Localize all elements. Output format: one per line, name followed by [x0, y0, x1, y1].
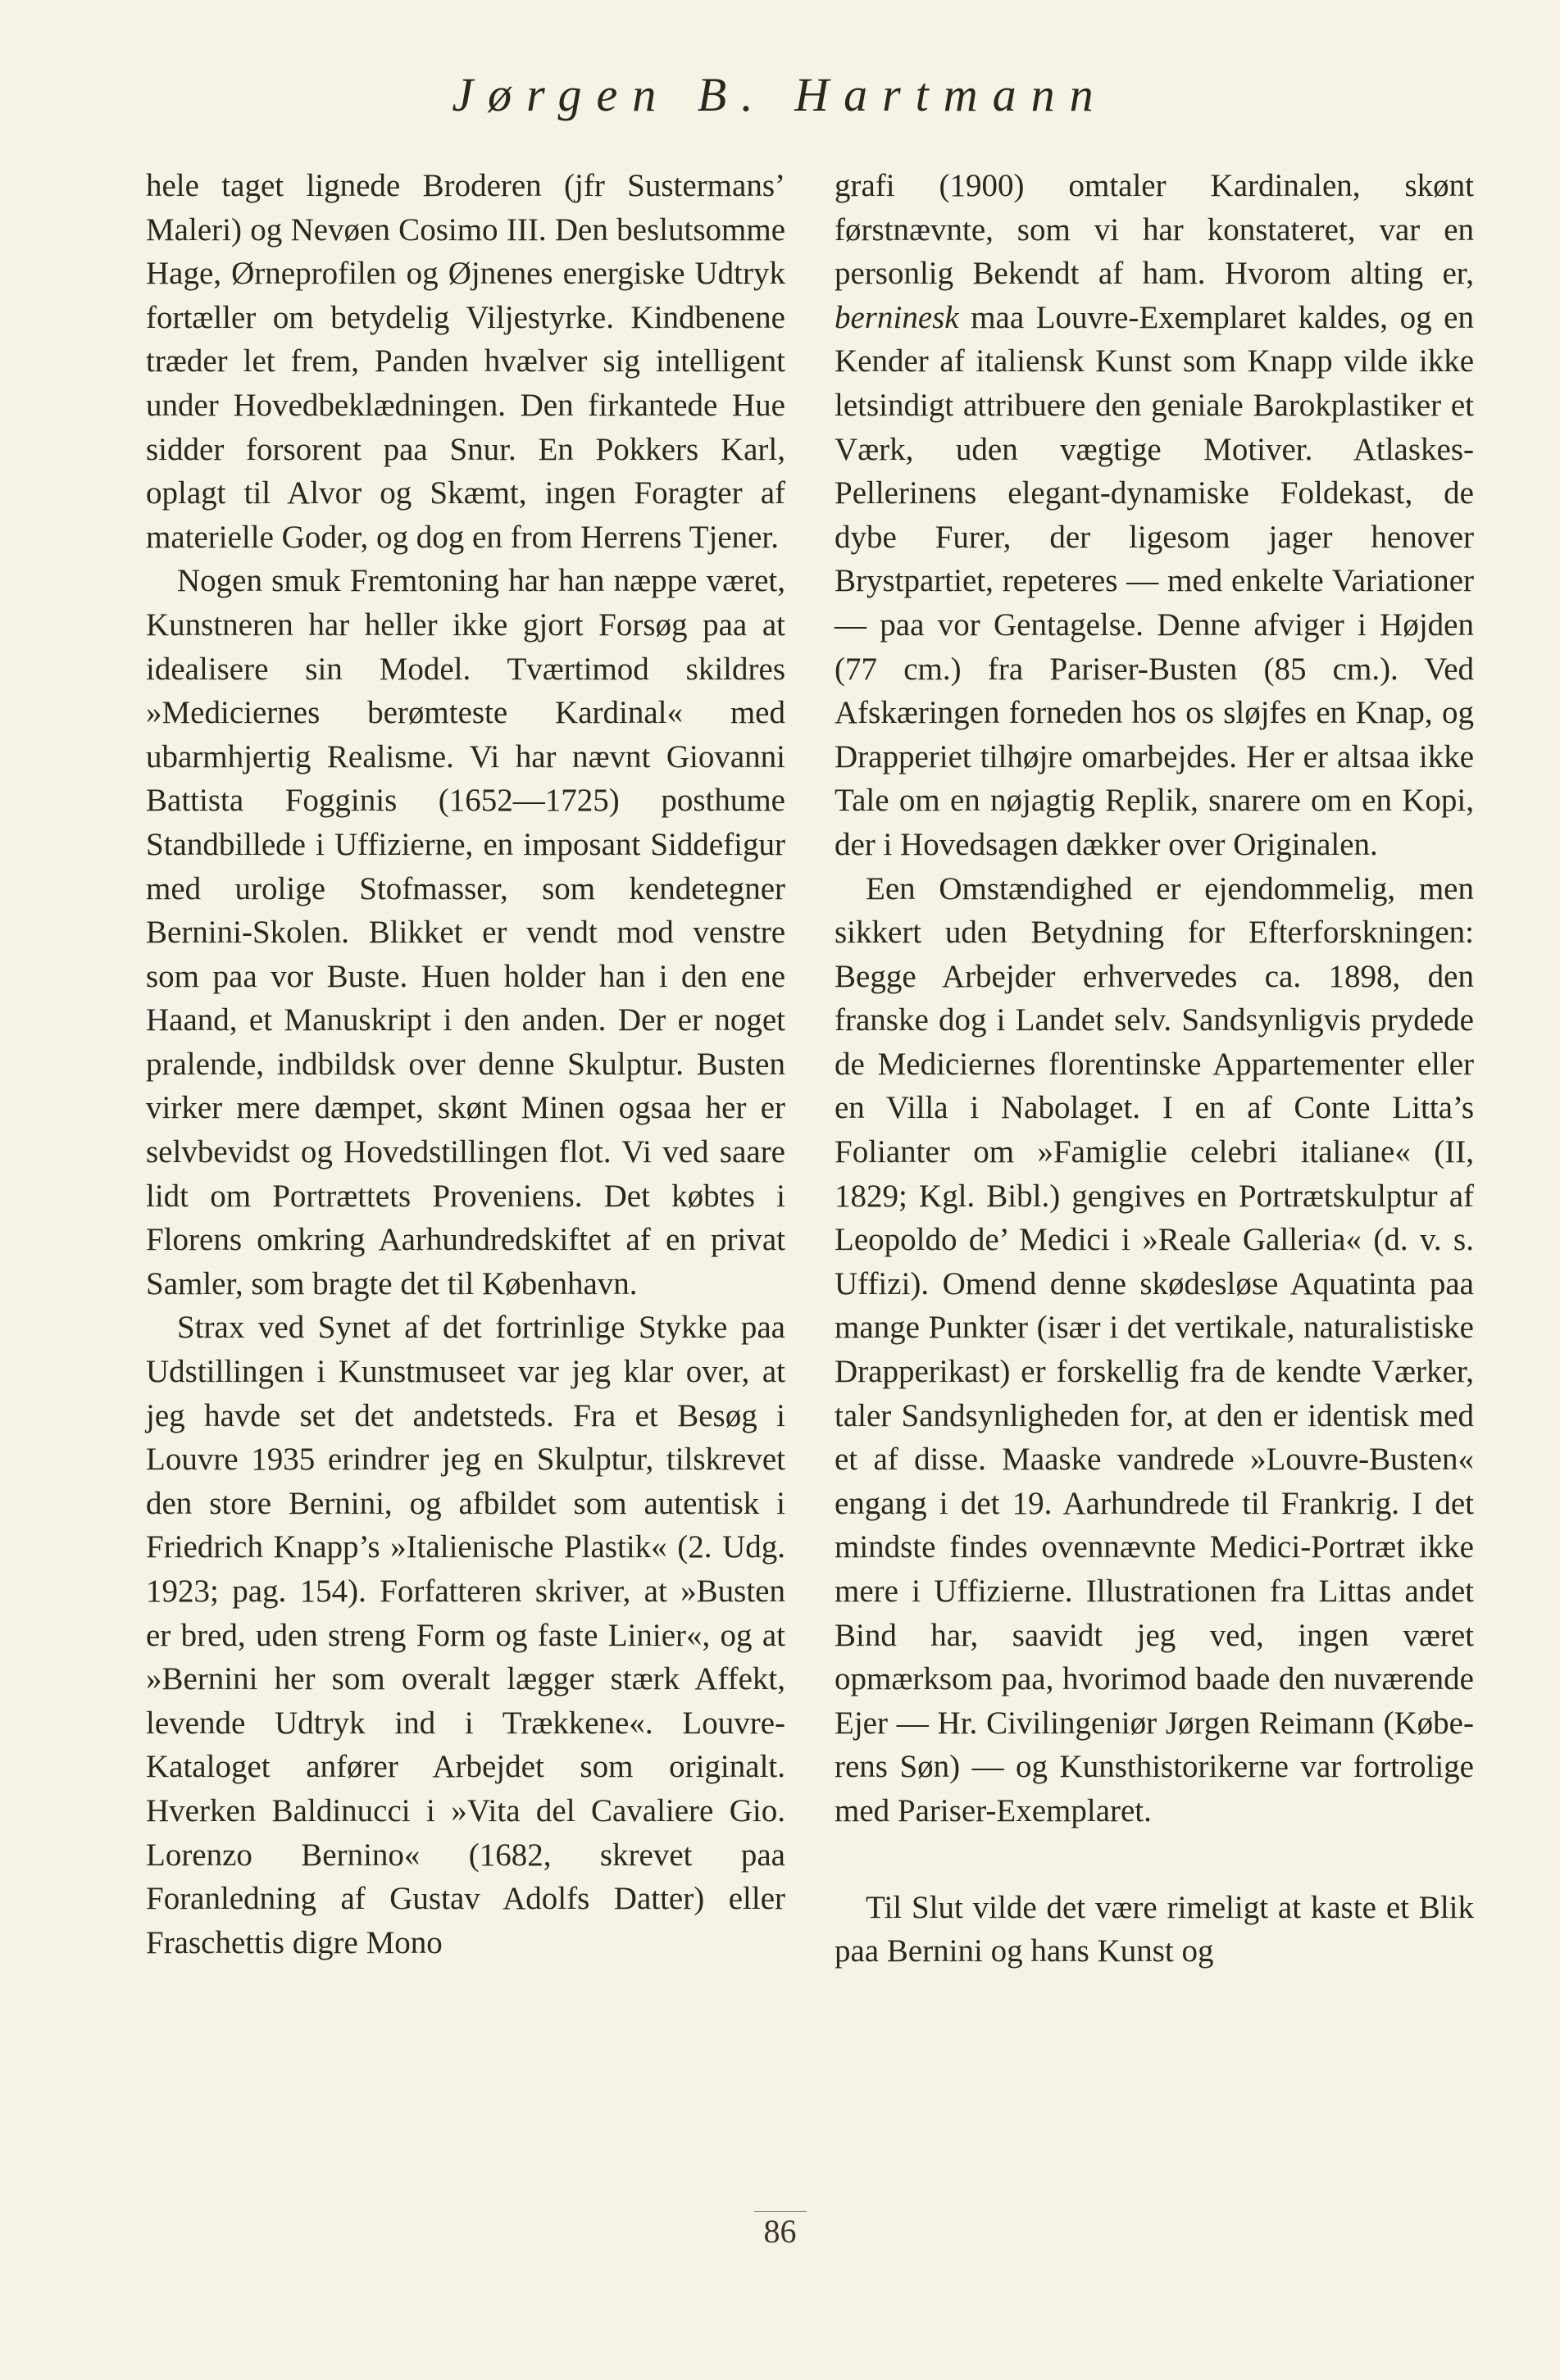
- page-number-label: 86: [754, 2211, 807, 2254]
- paragraph-left-3: Strax ved Synet af det fortrinlige Stykke paa Udstillingen i Kunstmuseet var jeg klar over, at jeg havde set det andetsteds. Fra et Besøg i Louvre 1935 erindrer jeg en Skulptur, tilskrevet den store Bernini, og afbildet som autentisk i Friedrich Knapp’s »Italienische Plastik« (2. Udg. 1923; pag. 154). Forfatteren skriver, at »Busten er bred, uden streng Form og faste Linier«, og at »Bernini her som overalt lægger stærk Affekt, levende Udtryk ind i Trækkene«. Louvre-Kataloget anfører Arbejdet som originalt. Hverken Baldinucci i »Vita del Cavaliere Gio. Lorenzo Bernino« (1682, skrevet paa Foranledning af Gustav Adolfs Datter) eller Fraschettis digre Mono: [146, 1310, 785, 1960]
- running-header: Jørgen B. Hartmann: [452, 68, 1108, 121]
- left-column: [146, 164, 785, 1964]
- page-number: [0, 2211, 1560, 2254]
- paragraph-right-1-text-a: grafi (1900) omtaler Kardinalen, skønt førstnævnte, som vi har konstateret, var en personlig Bekendt af ham. Hvorom alting er,: [835, 168, 1474, 292]
- emphasis-berninesk: berninesk: [835, 299, 959, 335]
- paragraph-right-1: [835, 164, 1474, 867]
- paragraph-right-1-text-b: maa Louvre-Exemplaret kaldes, og en Kender af italiensk Kunst som Knapp vilde ikke letsindigt attribuere den geniale Barokplastiker et Værk, uden vægtige Motiver. Atlaskes-Pellerinens elegant-dynamiske Foldekast, de dybe Furer, der ligesom jager henover Brystpartiet, repeteres — med enkelte Variationer — paa vor Gentagelse. Denne afviger i Højden (77 cm.) fra Pariser-Busten (85 cm.). Ved Afskæringen forneden hos os sløjfes en Knap, og Drapperiet tilhøjre omarbejdes. Her er altsaa ikke Tale om en nøjagtig Replik, snarere om en Kopi, der i Hovedsagen dækker over Originalen.: [835, 299, 1474, 862]
- right-column: [835, 164, 1474, 1973]
- paragraph-left-2: Nogen smuk Fremtoning har han næppe været, Kunstneren har heller ikke gjort Forsøg paa at idealisere sin Model. Tværtimod skildres »Mediciernes berømteste Kardinal« med ubarmhjertig Realisme. Vi har nævnt Giovanni Battista Fogginis (1652—1725) posthume Standbillede i Uffizierne, en imposant Siddefigur med urolige Stofmasser, som kendetegner Bernini-Skolen. Blikket er vendt mod venstre som paa vor Buste. Huen holder han i den ene Haand, et Manuskript i den anden. Der er noget pralende, indbildsk over denne Skulptur. Busten virker mere dæmpet, skønt Minen ogsaa her er selvbevidst og Hovedstillingen flot. Vi ved saare lidt om Portrættets Proveniens. Det købtes i Florens omkring Aarhundredskiftet af en privat Samler, som bragte det til København.: [146, 563, 785, 1301]
- paragraph-right-2: Een Omstændighed er ejendommelig, men sikkert uden Betydning for Efterforskningen: Begge Arbejder erhvervedes ca. 1898, den franske dog i Landet selv. Sandsynligvis prydede de Mediciernes florentinske Appartementer eller en Villa i Nabolaget. I en af Conte Litta’s Folianter om »Famiglie celebri italiane« (II, 1829; Kgl. Bibl.) gengives en Portrætskulptur af Leopoldo de’ Medici i »Reale Galleria« (d. v. s. Uffizi). Omend denne skødesløse Aquatinta paa mange Punkter (især i det vertikale, naturalistiske Drapperikast) er forskellig fra de kendte Værker, taler Sandsynligheden for, at den er identisk med et af disse. Maaske vandrede »Louvre-Busten« engang i det 19. Aarhundrede til Frankrig. I det mindste findes ovennævnte Medici-Portræt ikke mere i Uffizierne. Illustrationen fra Littas andet Bind har, saavidt jeg ved, ingen været opmærksom paa, hvorimod baade den nuværende Ejer — Hr. Civilingeniør Jørgen Reimann (Køberens Søn) — og Kunsthistorikerne var fortrolige med Pariser-Exemplaret.: [835, 870, 1474, 1828]
- paragraph-left-1: hele taget lignede Broderen (jfr Sustermans’ Maleri) og Nevøen Cosimo III. Den beslutsomme Hage, Ørneprofilen og Øjnenes energiske Udtryk fortæller om betydelig Viljestyrke. Kindbenene træder let frem, Panden hvælver sig intelligent under Hovedbeklædningen. Den firkantede Hue sidder forsorent paa Snur. En Pokkers Karl, oplagt til Alvor og Skæmt, ingen Foragter af materielle Goder, og dog en from Herrens Tjener.: [146, 168, 785, 555]
- paragraph-right-3: Til Slut vilde det være rimeligt at kaste et Blik paa Bernini og hans Kunst og: [835, 1889, 1474, 1969]
